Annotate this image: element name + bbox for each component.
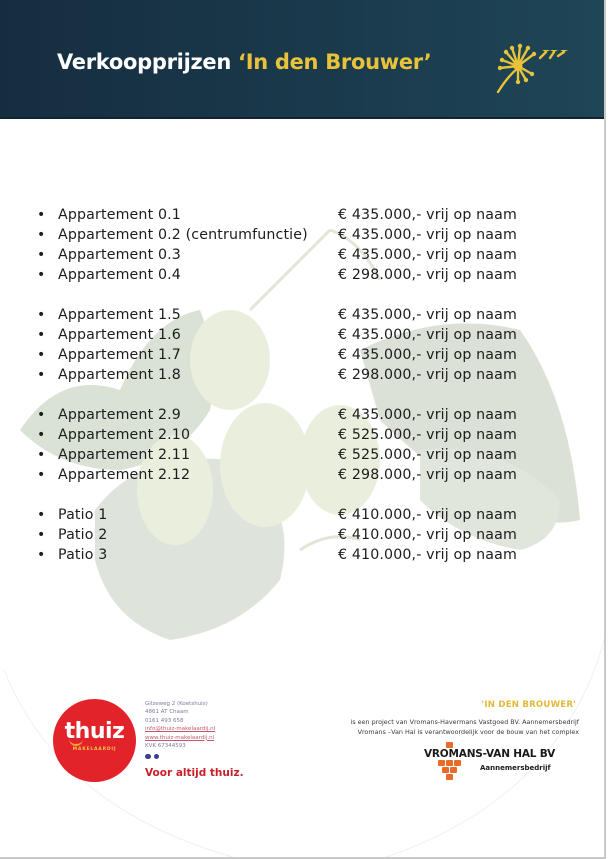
unit-name: Patio 2 (58, 527, 108, 543)
unit-name: Appartement 2.9 (58, 407, 181, 423)
price-row (34, 305, 554, 325)
project-description-line-2: Vromans –Van Hal is verantwoordelijk voor de bouw van het complex (357, 728, 579, 736)
price-row (34, 445, 554, 465)
price-group (34, 405, 554, 485)
price-row (34, 465, 554, 485)
project-title: 'IN DEN BROUWER' (481, 700, 576, 710)
unit-price: € 435.000,- vrij op naam (338, 227, 517, 243)
bullet-icon: • (37, 447, 46, 463)
price-row (34, 405, 554, 425)
kvk-number: KVK 67344593 (145, 743, 186, 750)
agent-contact-block (145, 700, 215, 760)
unit-name: Appartement 0.4 (58, 267, 181, 283)
bullet-icon: • (37, 327, 46, 343)
brick-icon (438, 760, 445, 766)
address-line-2: 4861 AT Chaam (145, 709, 189, 716)
bullet-icon: • (37, 347, 46, 363)
price-list (34, 205, 554, 585)
unit-price: € 410.000,- vrij op naam (338, 527, 517, 543)
price-row (34, 205, 554, 225)
unit-name: Appartement 0.2 (centrumfunctie) (58, 227, 308, 243)
thuiz-logo (53, 699, 136, 782)
dandelion-icon (492, 38, 568, 96)
unit-price: € 525.000,- vrij op naam (338, 427, 517, 443)
price-row (34, 225, 554, 245)
price-group (34, 205, 554, 285)
page-title (57, 50, 431, 74)
unit-price: € 298.000,- vrij op naam (338, 467, 517, 483)
bullet-icon: • (37, 527, 46, 543)
unit-name: Appartement 1.5 (58, 307, 181, 323)
price-row (34, 365, 554, 385)
brick-icon (450, 767, 457, 773)
bullet-icon: • (37, 227, 46, 243)
unit-name: Appartement 1.7 (58, 347, 181, 363)
unit-name: Patio 3 (58, 547, 108, 563)
price-row (34, 425, 554, 445)
thuiz-logo-sub: MAKELAARDIJ (72, 747, 117, 752)
price-row (34, 325, 554, 345)
header-banner (0, 0, 604, 119)
price-row (34, 245, 554, 265)
bullet-icon: • (37, 307, 46, 323)
price-row (34, 505, 554, 525)
project-description (259, 717, 579, 737)
unit-price: € 435.000,- vrij op naam (338, 207, 517, 223)
email-link[interactable]: info@thuiz-makelaardij.nl (145, 726, 216, 733)
social-icons (145, 752, 215, 760)
facebook-icon[interactable] (145, 754, 151, 760)
smile-icon (69, 739, 83, 746)
unit-price: € 410.000,- vrij op naam (338, 547, 517, 563)
brick-icon (454, 760, 461, 766)
brick-icon (446, 774, 453, 780)
website-link[interactable]: www.thuiz-makelaardij.nl (145, 734, 215, 741)
builder-subtitle: Aannemersbedrijf (480, 764, 551, 772)
price-row (34, 265, 554, 285)
price-row (34, 345, 554, 365)
unit-name: Appartement 1.6 (58, 327, 181, 343)
bullet-icon: • (37, 247, 46, 263)
brick-icon (442, 767, 449, 773)
unit-price: € 525.000,- vrij op naam (338, 447, 517, 463)
bullet-icon: • (37, 207, 46, 223)
unit-price: € 410.000,- vrij op naam (338, 507, 517, 523)
bullet-icon: • (37, 267, 46, 283)
title-project-name: ‘In den Brouwer’ (238, 50, 432, 74)
bullet-icon: • (37, 507, 46, 523)
phone-number: 0161 493 658 (145, 717, 184, 724)
unit-price: € 435.000,- vrij op naam (338, 247, 517, 263)
unit-price: € 298.000,- vrij op naam (338, 367, 517, 383)
instagram-icon[interactable] (154, 754, 160, 760)
unit-price: € 435.000,- vrij op naam (338, 407, 517, 423)
thuiz-logo-word: thuiz (64, 719, 125, 744)
address-line-1: Gilzeweg 2 (Koetshuis) (145, 701, 208, 707)
bullet-icon: • (37, 547, 46, 563)
bullet-icon: • (37, 367, 46, 383)
unit-price: € 435.000,- vrij op naam (338, 327, 517, 343)
unit-price: € 435.000,- vrij op naam (338, 307, 517, 323)
brick-icon (446, 760, 453, 766)
unit-name: Appartement 2.11 (58, 447, 191, 463)
bullet-icon: • (37, 467, 46, 483)
price-row (34, 525, 554, 545)
unit-name: Appartement 0.1 (58, 207, 181, 223)
agent-slogan: Voor altijd thuiz. (145, 767, 244, 779)
unit-name: Appartement 1.8 (58, 367, 181, 383)
project-description-line-1: is een project van Vromans-Havermans Vastgoed BV. Aannemersbedrijf (350, 718, 579, 726)
price-group (34, 305, 554, 385)
unit-name: Appartement 0.3 (58, 247, 181, 263)
vromans-van-hal-logo (418, 742, 588, 787)
builder-name: VROMANS-VAN HAL BV (424, 748, 556, 760)
unit-name: Appartement 2.10 (58, 427, 191, 443)
unit-price: € 298.000,- vrij op naam (338, 267, 517, 283)
bullet-icon: • (37, 407, 46, 423)
unit-name: Appartement 2.12 (58, 467, 191, 483)
unit-name: Patio 1 (58, 507, 108, 523)
price-group (34, 505, 554, 565)
bullet-icon: • (37, 427, 46, 443)
unit-price: € 435.000,- vrij op naam (338, 347, 517, 363)
title-prefix: Verkoopprijzen (57, 50, 239, 74)
